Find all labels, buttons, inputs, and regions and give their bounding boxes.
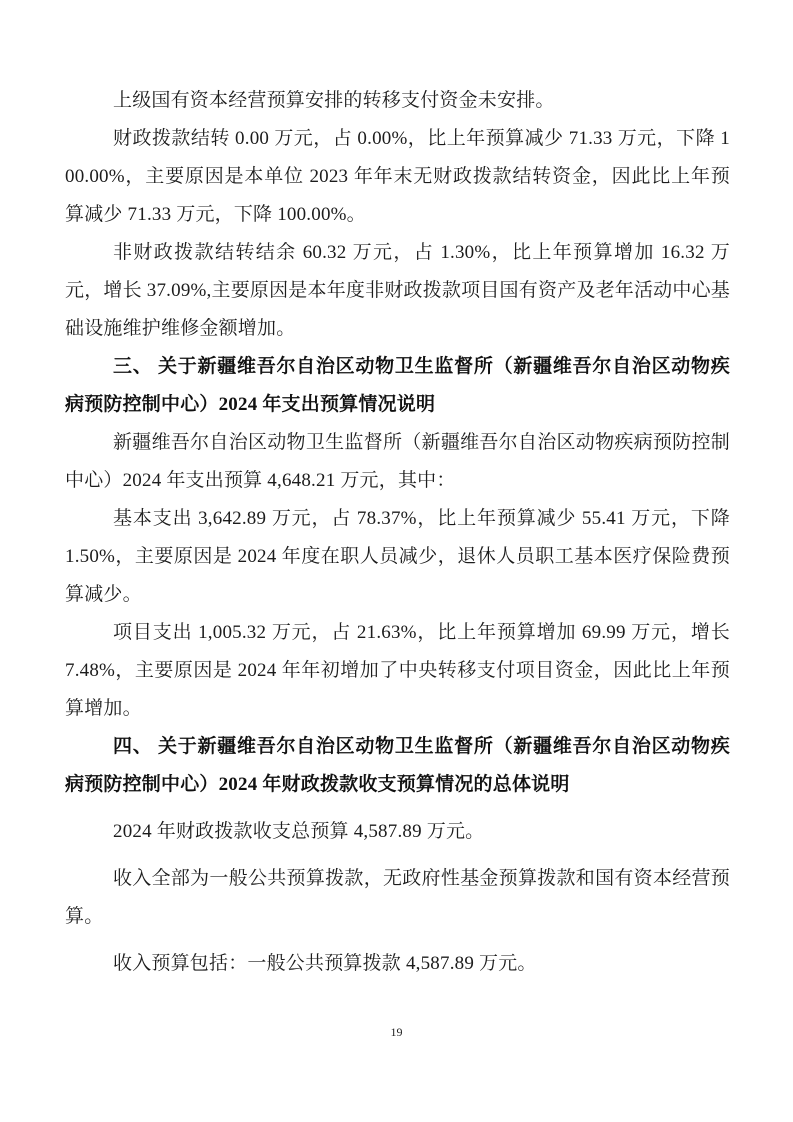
paragraph-nonfiscal-carryover: 非财政拨款结转结余 60.32 万元，占 1.30%，比上年预算增加 16.32 万元，增长 37.09%,主要原因是本年度非财政拨款项目国有资产及老年活动中心基础设施维护维修金额增加。 xyxy=(65,242,730,339)
page-number: 19 xyxy=(390,1025,403,1039)
paragraph-expenditure-total: 新疆维吾尔自治区动物卫生监督所（新疆维吾尔自治区动物疾病预防控制中心）2024 年支出预算 4,648.21 万元，其中： xyxy=(65,432,730,491)
paragraph-fiscal-total-budget: 2024 年财政拨款收支总预算 4,587.89 万元。 xyxy=(113,821,485,842)
paragraph-income-source: 收入全部为一般公共预算拨款，无政府性基金预算拨款和国有资本经营预算。 xyxy=(65,868,730,927)
paragraph-project-expenditure: 项目支出 1,005.32 万元，占 21.63%，比上年预算增加 69.99 万元，增长 7.48%，主要原因是 2024 年年初增加了中央转移支付项目资金，因此比上年预算增加。 xyxy=(65,622,730,719)
paragraph-transfer-funds-not-arranged: 上级国有资本经营预算安排的转移支付资金未安排。 xyxy=(113,90,555,111)
document-content xyxy=(65,82,730,983)
paragraph-fiscal-carryover: 财政拨款结转 0.00 万元，占 0.00%，比上年预算减少 71.33 万元，下降 100.00%，主要原因是本单位 2023 年年末无财政拨款结转资金，因此比上年预算减少 71.33 万元，下降 100.00%。 xyxy=(65,128,730,225)
section-heading-4-fiscal-appropriation-overview: 四、 关于新疆维吾尔自治区动物卫生监督所（新疆维吾尔自治区动物疾病预防控制中心）2024 年财政拨款收支预算情况的总体说明 xyxy=(65,736,730,795)
paragraph-income-budget-detail: 收入预算包括：一般公共预算拨款 4,587.89 万元。 xyxy=(113,953,537,974)
section-heading-3-expenditure-budget: 三、 关于新疆维吾尔自治区动物卫生监督所（新疆维吾尔自治区动物疾病预防控制中心）2024 年支出预算情况说明 xyxy=(65,356,730,415)
paragraph-basic-expenditure: 基本支出 3,642.89 万元，占 78.37%，比上年预算减少 55.41 万元，下降 1.50%，主要原因是 2024 年度在职人员减少，退休人员职工基本医疗保险费预算减少。 xyxy=(65,508,730,605)
